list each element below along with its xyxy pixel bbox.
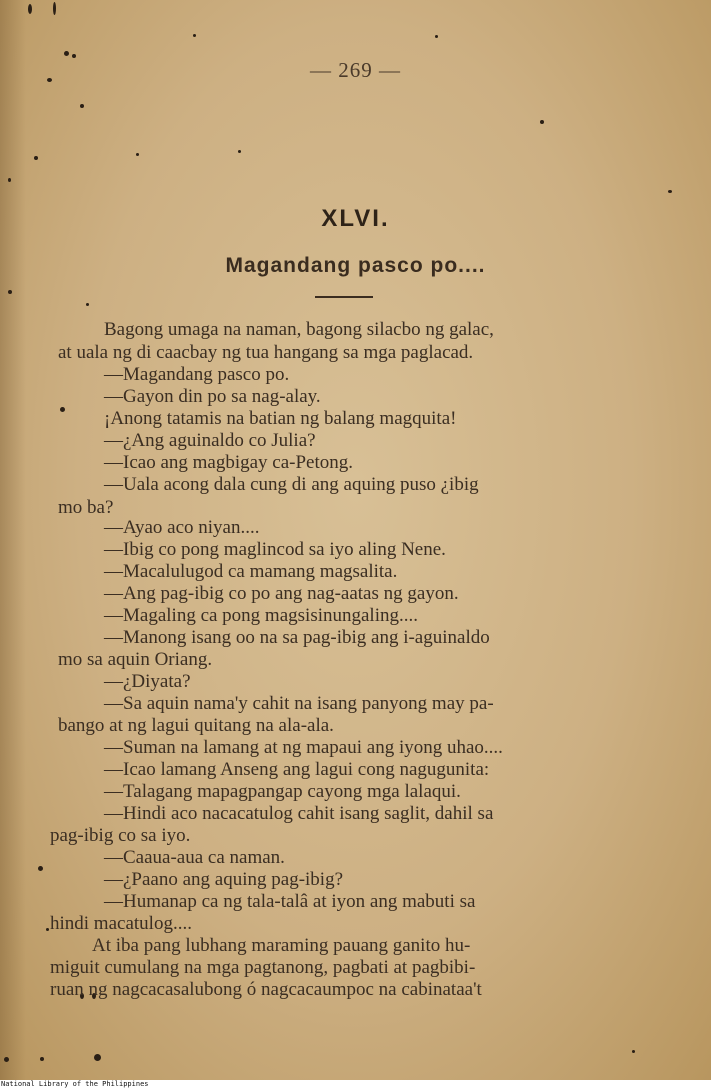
text-line: —Manong isang oo na sa pag-ibig ang i-aguinaldo xyxy=(104,627,490,648)
ink-speck xyxy=(8,178,11,182)
text-line: —Ang pag-ibig co po ang nag-aatas ng gayon. xyxy=(104,583,459,604)
ink-speck xyxy=(632,1050,635,1053)
section-title: Magandang pasco po.... xyxy=(225,254,486,277)
text-line: —¿Ang aguinaldo co Julia? xyxy=(104,430,316,451)
title-rule xyxy=(315,296,373,298)
ink-speck xyxy=(94,1054,101,1061)
ink-speck xyxy=(40,1057,44,1061)
ink-speck xyxy=(80,104,84,108)
ink-speck xyxy=(238,150,241,153)
text-line: —Sa aquin nama'y cahit na isang panyong may pa- xyxy=(104,693,494,714)
ink-speck xyxy=(34,156,38,160)
text-line: —Magaling ca pong magsisinungaling.... xyxy=(104,605,418,626)
ink-speck xyxy=(4,1057,9,1062)
page-number: — 269 — xyxy=(310,58,401,82)
chapter-heading: XLVI. xyxy=(321,205,390,232)
text-line: —Uala acong dala cung di ang aquing puso ¿ibig xyxy=(104,474,479,495)
text-line: —¿Paano ang aquing pag-ibig? xyxy=(104,869,344,890)
text-line: —Hindi aco nacacatulog cahit isang saglit, dahil sa xyxy=(104,803,494,824)
ink-speck xyxy=(46,928,49,931)
text-line: mo sa aquin Oriang. xyxy=(58,649,213,670)
ink-speck xyxy=(53,2,56,15)
text-line: hindi macatulog.... xyxy=(50,913,192,934)
page-edge-shadow xyxy=(0,0,26,1080)
text-line: —Ibig co pong maglincod sa iyo aling Nene. xyxy=(104,539,446,560)
ink-speck xyxy=(60,407,65,412)
text-line: —Gayon din po sa nag-alay. xyxy=(104,386,321,407)
text-line: —¿Diyata? xyxy=(104,671,191,692)
text-line: mo ba? xyxy=(58,497,114,518)
text-line: —Humanap ca ng tala-talâ at iyon ang mabuti sa xyxy=(104,891,476,912)
text-line: —Macalulugod ca mamang magsalita. xyxy=(104,561,398,582)
text-line: —Ayao aco niyan.... xyxy=(104,517,260,538)
ink-speck xyxy=(64,51,69,56)
text-line: Bagong umaga na naman, bagong silacbo ng galac, xyxy=(104,319,494,340)
ink-speck xyxy=(136,153,139,156)
text-line: At iba pang lubhang maraming pauang ganito hu- xyxy=(92,935,471,956)
text-line: —Suman na lamang at ng mapaui ang iyong uhao.... xyxy=(104,737,503,758)
text-line: pag-ibig co sa iyo. xyxy=(50,825,191,846)
ink-speck xyxy=(435,35,438,38)
ink-speck xyxy=(668,190,672,193)
text-line: bango at ng lagui quitang na ala-ala. xyxy=(58,715,334,736)
text-line: —Icao ang magbigay ca-Petong. xyxy=(104,452,354,473)
text-line: —Talagang mapagpangap cayong mga lalaqui. xyxy=(104,781,461,802)
library-credit: National Library of the Philippines xyxy=(1,1080,149,1088)
text-line: ruan ng nagcacasalubong ó nagcacaumpoc na cabinataa't xyxy=(50,979,482,1000)
text-line: miguit cumulang na mga pagtanong, pagbati at pagbibi- xyxy=(50,957,476,978)
text-line: —Magandang pasco po. xyxy=(104,364,290,385)
ink-speck xyxy=(28,4,32,14)
text-line: ¡Anong tatamis na batian ng balang magquita! xyxy=(104,408,457,429)
text-line: —Caaua-aua ca naman. xyxy=(104,847,285,868)
text-line: —Icao lamang Anseng ang lagui cong nagugunita: xyxy=(104,759,490,780)
ink-speck xyxy=(8,290,12,294)
ink-speck xyxy=(86,303,89,306)
ink-speck xyxy=(193,34,196,37)
ink-speck xyxy=(38,866,43,871)
ink-speck xyxy=(540,120,544,124)
text-line: at uala ng di caacbay ng tua hangang sa mga paglacad. xyxy=(58,342,474,363)
